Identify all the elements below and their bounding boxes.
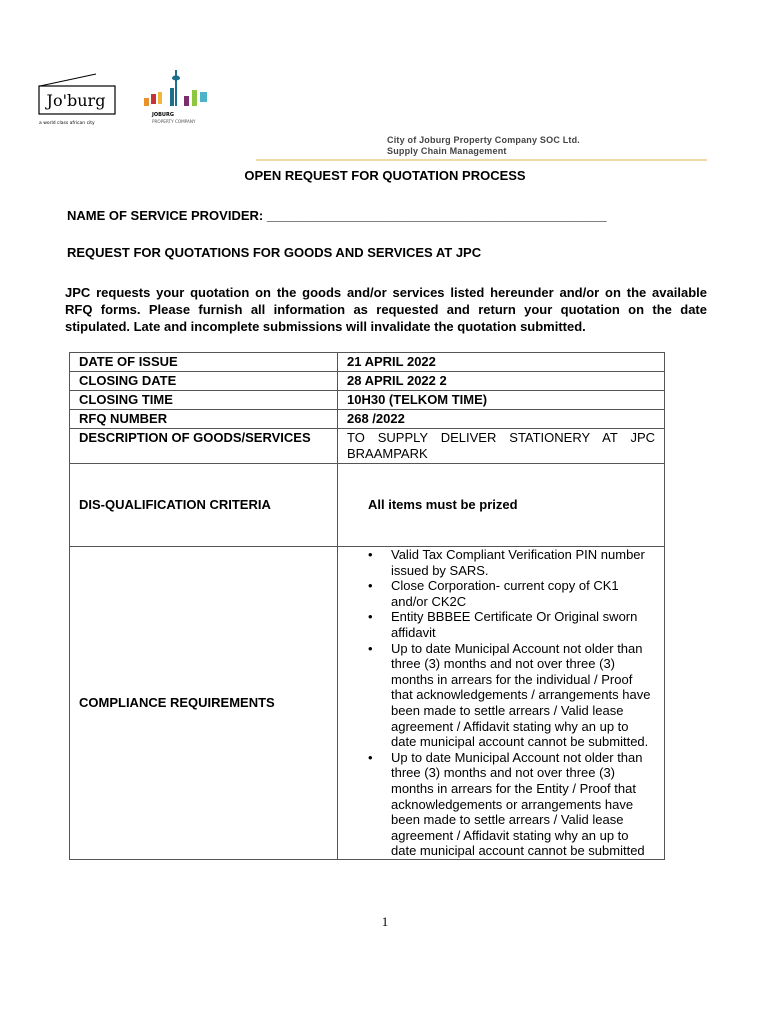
jpc-logo-sub: PROPERTY COMPANY bbox=[152, 119, 196, 124]
table-row bbox=[70, 464, 665, 547]
page-number: 1 bbox=[381, 914, 389, 929]
row-value: 268 /2022 bbox=[338, 410, 665, 429]
table-row bbox=[70, 547, 665, 860]
document-title: OPEN REQUEST FOR QUOTATION PROCESS bbox=[244, 168, 526, 183]
row-label: RFQ NUMBER bbox=[70, 410, 338, 429]
list-item: • Entity BBBEE Certificate Or Original sworn affidavit bbox=[391, 609, 655, 640]
intro-paragraph: JPC requests your quotation on the goods and/or services listed hereunder and/or on the available RFQ forms. Please furnish all information as requested and return your quotation on the date stipulated. Late and incomplete submissions will invalidate the quotation submitted. bbox=[65, 285, 707, 334]
row-label: DESCRIPTION OF GOODS/SERVICES bbox=[70, 429, 338, 464]
table-row bbox=[70, 410, 665, 429]
section-heading: REQUEST FOR QUOTATIONS FOR GOODS AND SERVICES AT JPC bbox=[67, 245, 482, 260]
row-value: 28 APRIL 2022 2 bbox=[338, 372, 665, 391]
header-divider bbox=[256, 159, 707, 161]
row-label: CLOSING DATE bbox=[70, 372, 338, 391]
table-row bbox=[70, 391, 665, 410]
compliance-list bbox=[347, 547, 655, 859]
table-row bbox=[70, 429, 665, 464]
list-item: • Up to date Municipal Account not older than three (3) months and not over three (3) months in arrears for the individual / Proof that acknowledgements / arrangements have been made to settle arrears / Valid lease agreement / Affidavit stating why an up to date municipal account cannot be submitted. bbox=[391, 641, 655, 750]
joburg-logo-text: Jo'burg bbox=[46, 91, 106, 110]
row-label: COMPLIANCE REQUIREMENTS bbox=[70, 547, 338, 860]
row-label: DIS-QUALIFICATION CRITERIA bbox=[70, 464, 338, 547]
company-header bbox=[387, 135, 580, 157]
company-name: City of Joburg Property Company SOC Ltd. bbox=[387, 135, 581, 145]
table-row bbox=[70, 353, 665, 372]
row-value: TO SUPPLY DELIVER STATIONERY AT JPC BRAAMPARK bbox=[338, 429, 665, 464]
row-value: 10H30 (TELKOM TIME) bbox=[338, 391, 665, 410]
row-value: 21 APRIL 2022 bbox=[338, 353, 665, 372]
company-department: Supply Chain Management bbox=[387, 146, 507, 156]
joburg-logo bbox=[36, 68, 122, 126]
row-value: All items must be prized bbox=[338, 464, 665, 547]
table-row bbox=[70, 372, 665, 391]
joburg-tagline: a world class african city bbox=[39, 121, 95, 126]
compliance-list-cell bbox=[338, 547, 665, 860]
rfq-details-table bbox=[69, 352, 665, 860]
list-item: • Up to date Municipal Account not older than three (3) months and not over three (3) months in arrears for the Entity / Proof that acknowledgements or arrangements have been made to settle arrears / Valid lease agreement / Affidavit stating why an up to date municipal account cannot be submitted bbox=[391, 750, 655, 859]
list-item: • Close Corporation- current copy of CK1 and/or CK2C bbox=[391, 578, 655, 609]
service-provider-line: NAME OF SERVICE PROVIDER: _______________________________________________ bbox=[67, 208, 607, 223]
jpc-logo-name: JOBURG bbox=[152, 112, 174, 118]
jpc-logo bbox=[140, 68, 214, 130]
list-item: • Valid Tax Compliant Verification PIN number issued by SARS. bbox=[391, 547, 655, 578]
row-label: CLOSING TIME bbox=[70, 391, 338, 410]
row-label: DATE OF ISSUE bbox=[70, 353, 338, 372]
